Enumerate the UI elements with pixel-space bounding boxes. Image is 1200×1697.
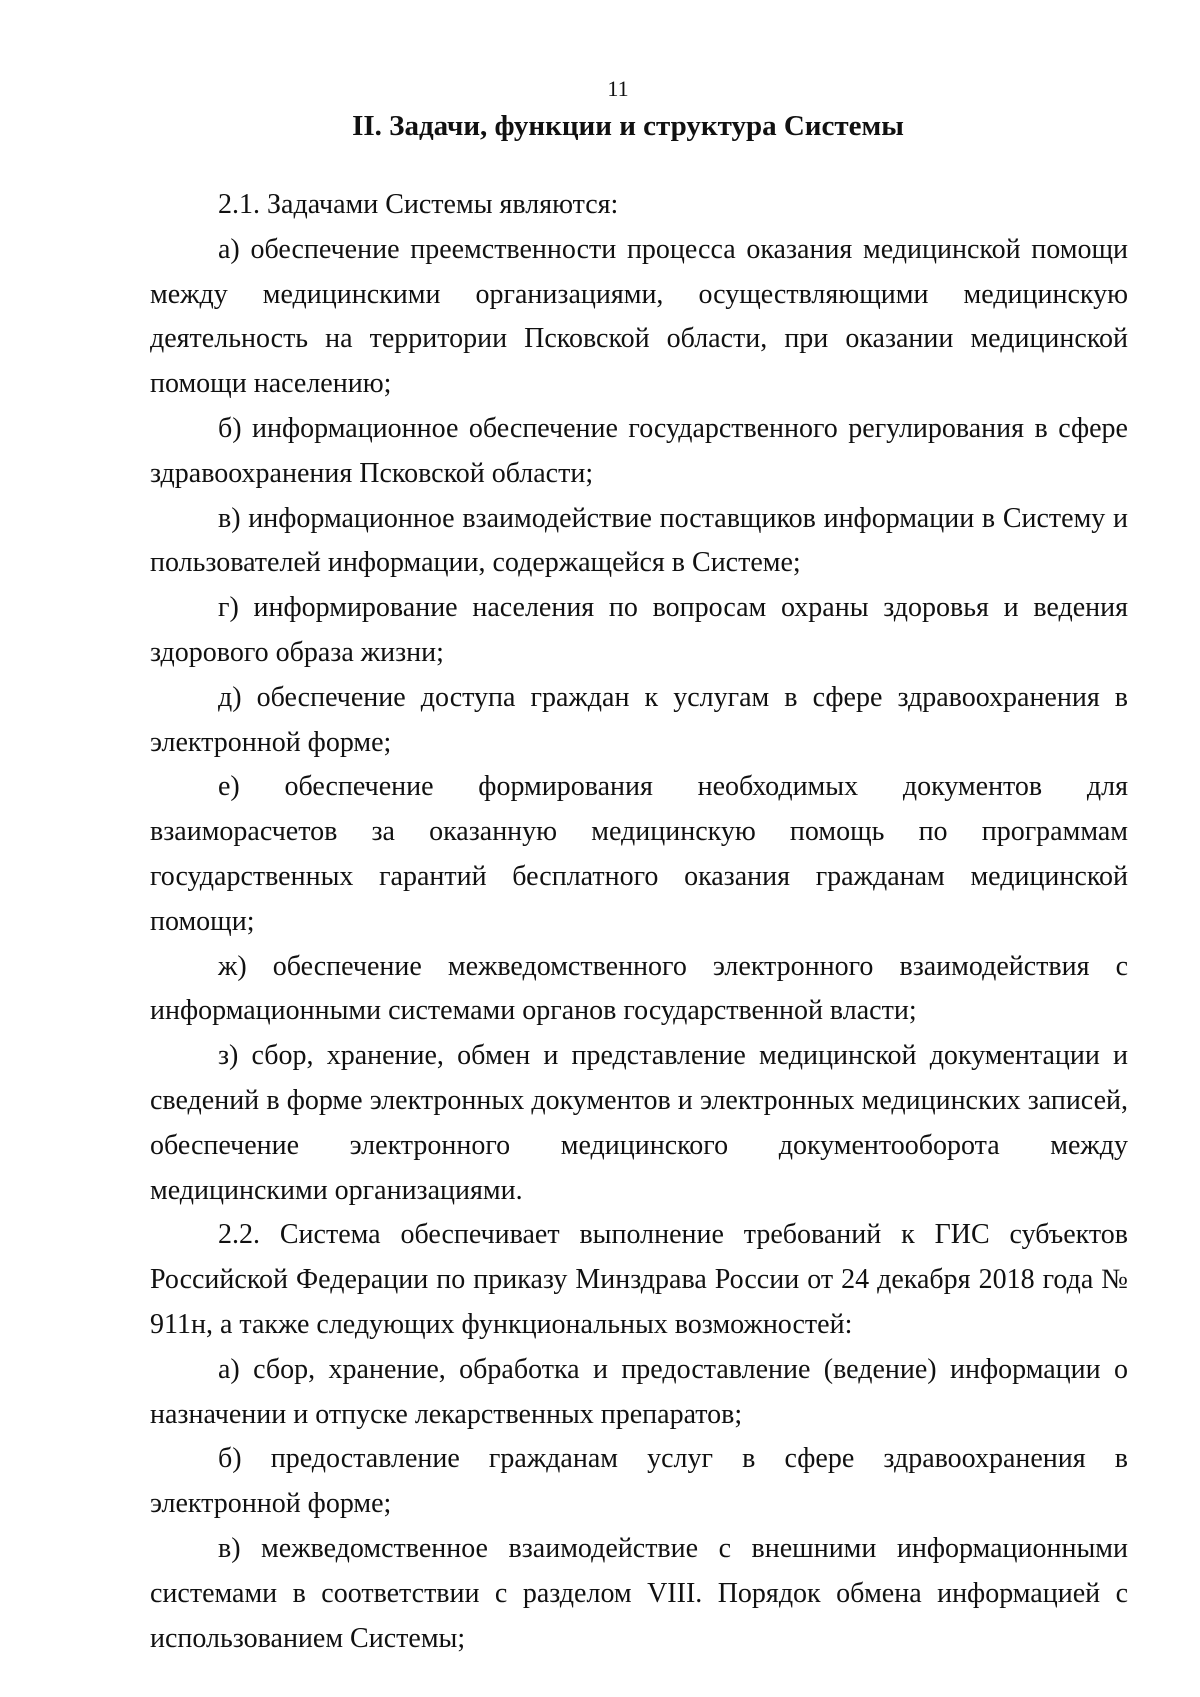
paragraph: г) информирование населения по вопросам охраны здоровья и ведения здорового образа жизни; [150,592,1128,668]
paragraph: б) предоставление гражданам услуг в сфере здравоохранения в электронной форме; [150,1443,1128,1520]
paragraph: а) сбор, хранение, обработка и предоставление (ведение) информации о назначении и отпуске лекарственных препаратов; [150,1353,1128,1430]
paragraph: 2.2. Система обеспечивает выполнение требований к ГИС субъектов Российской Федерации по приказу Минздрава России от 24 декабря 2018 года № 911н, а также следующих функциональных возможностей: [150,1219,1128,1340]
paragraph: в) информационное взаимодействие поставщиков информации в Систему и пользователей информации, содержащейся в Системе; [150,502,1128,579]
paragraph: в) межведомственное взаимодействие с внешними информационными системами в соответствии с разделом VIII. Порядок обмена информацией с использованием Системы; [150,1532,1128,1654]
paragraph: б) информационное обеспечение государственного регулирования в сфере здравоохранения Псковской области; [150,412,1128,489]
section-heading: II. Задачи, функции и структура Системы [352,110,904,142]
paragraph: 2.1. Задачами Системы являются: [218,189,619,220]
page-number: 11 [607,76,629,101]
paragraph: ж) обеспечение межведомственного электронного взаимодействия с информационными системами органов государственной власти; [150,950,1128,1027]
document-body [150,183,1128,1661]
paragraph: а) обеспечение преемственности процесса оказания медицинской помощи между медицинскими организациями, осуществляющими медицинскую деятельность на территории Псковской области, при оказании медицинской помощи населению; [150,233,1128,400]
paragraph: з) сбор, хранение, обмен и представление медицинской документации и сведений в форме электронных документов и электронных медицинских записей, обеспечение электронного медицинского документооборота между медицинскими организациями. [150,1040,1128,1206]
paragraph: е) обеспечение формирования необходимых документов для взаиморасчетов за оказанную медицинскую помощь по программам государственных гарантий бесплатного оказания гражданам медицинской помощи; [150,771,1128,937]
paragraph: д) обеспечение доступа граждан к услугам в сфере здравоохранения в электронной форме; [150,681,1128,758]
